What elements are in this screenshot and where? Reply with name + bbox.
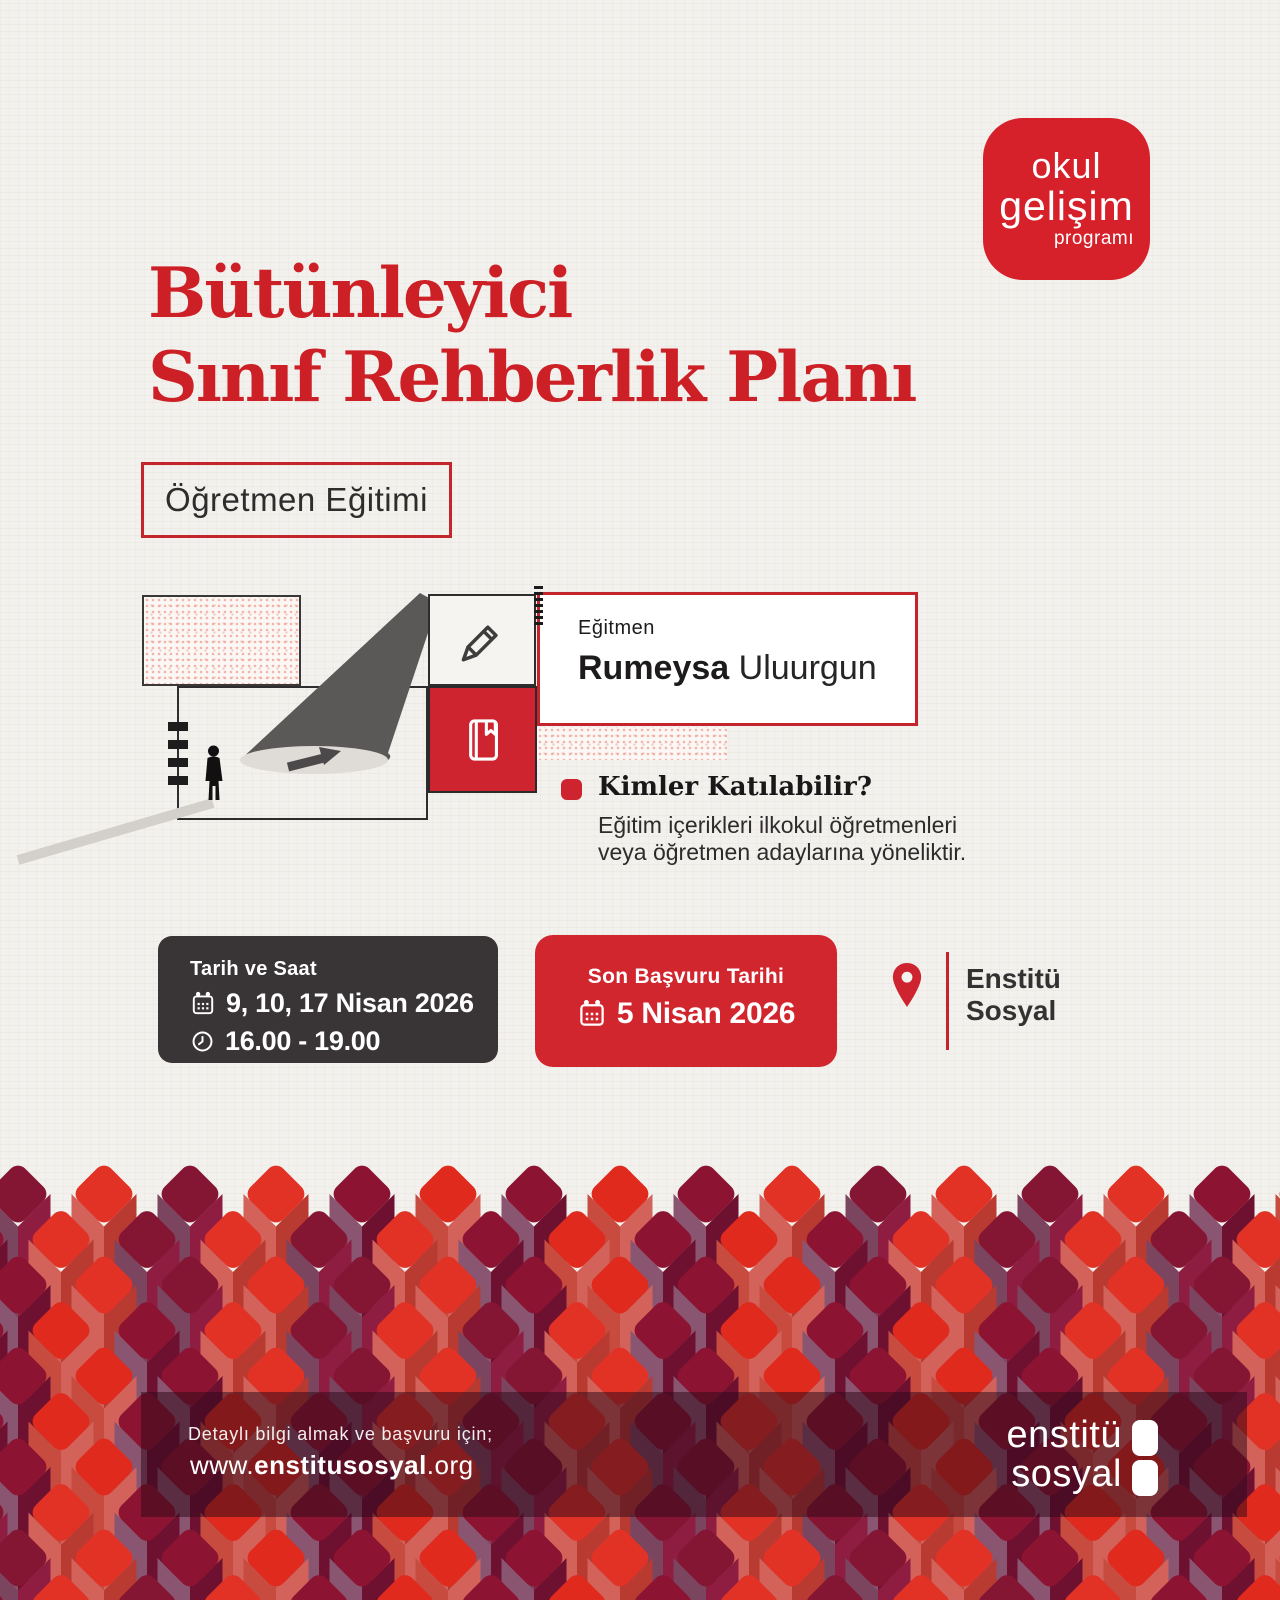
illustration-frame: [177, 686, 428, 820]
bullet-square: [561, 779, 582, 800]
brand-line-2: sosyal: [1011, 1453, 1122, 1495]
page-title: [148, 252, 1128, 420]
url-prefix: www.: [190, 1450, 255, 1480]
book-icon: [455, 712, 511, 768]
deadline-heading: Son Başvuru Tarihi: [587, 965, 785, 988]
brand-square-top: [1132, 1420, 1158, 1456]
schedule-time-row: [190, 1026, 498, 1057]
speckle-rectangle: [142, 595, 301, 686]
trainer-first-name: Rumeysa: [578, 649, 730, 687]
footer-info-text: Detaylı bilgi almak ve başvuru için;: [188, 1424, 493, 1444]
location-divider: [946, 952, 949, 1050]
url-suffix: .org: [426, 1450, 474, 1480]
pencil-icon: [453, 611, 511, 669]
who-heading: Kimler Katılabilir?: [598, 772, 872, 802]
schedule-time: 16.00 - 19.00: [225, 1026, 381, 1056]
pencil-tile: [428, 594, 536, 686]
trainer-label: Eğitmen: [578, 617, 655, 639]
deadline-box: [535, 935, 837, 1067]
location-line-2: Sosyal: [966, 995, 1057, 1026]
logo-line-okul: okul: [1031, 145, 1102, 186]
brand-line-1: enstitü: [1006, 1414, 1122, 1456]
deadline-date-row: [577, 997, 795, 1031]
url-domain: enstitusosyal: [254, 1450, 427, 1480]
location-line-1: Enstitü: [966, 963, 1061, 994]
schedule-date: 9, 10, 17 Nisan 2026: [226, 988, 474, 1018]
who-body: [598, 812, 966, 866]
title-line-1: Bütünleyici: [148, 253, 572, 334]
cube-pattern: [0, 1130, 1280, 1600]
subtitle-box: [141, 462, 452, 538]
trainer-name: [578, 649, 915, 688]
title-line-2: Sınıf Rehberlik Planı: [148, 337, 916, 418]
brand-square-bottom: [1132, 1460, 1158, 1496]
schedule-heading: Tarih ve Saat: [190, 958, 317, 980]
trainer-last-name: Uluurgun: [738, 649, 877, 687]
book-tile: [428, 686, 537, 793]
speckle-strip: [537, 727, 727, 760]
calendar-icon: [577, 999, 607, 1029]
trainer-card: [537, 592, 918, 726]
logo-line-gelisim: gelişim: [999, 183, 1134, 229]
website-url[interactable]: [190, 1450, 474, 1481]
calendar-icon: [190, 991, 216, 1017]
deadline-date: 5 Nisan 2026: [616, 997, 796, 1030]
logo-line-programi: programı: [1053, 228, 1134, 249]
schedule-date-row: [190, 988, 498, 1019]
tick-marks: [534, 586, 543, 625]
clock-icon: [190, 1029, 215, 1054]
location-pin-icon: [891, 962, 923, 1008]
who-body-line-1: Eğitim içerikleri ilkokul öğretmenleri: [598, 812, 958, 838]
location-name: [966, 963, 1061, 1027]
schedule-box: [158, 936, 498, 1063]
who-body-line-2: veya öğretmen adaylarına yöneliktir.: [598, 839, 967, 865]
footer-brand-logo: [950, 1416, 1122, 1494]
subtitle-label: Öğretmen Eğitimi: [165, 481, 428, 518]
